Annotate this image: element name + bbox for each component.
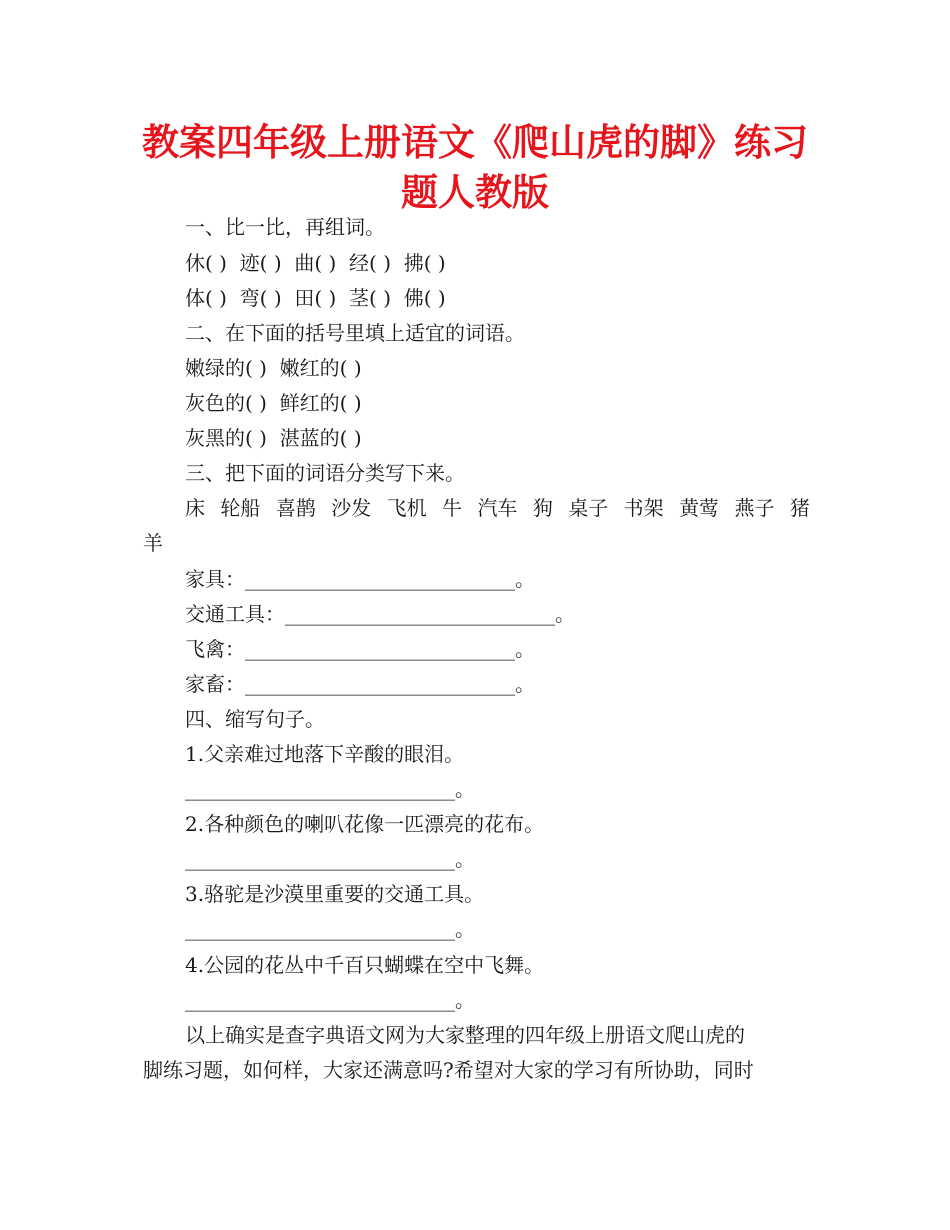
section2-row-1: 嫩绿的( ) 嫩红的( ) (185, 356, 362, 380)
word-item: 床 (185, 496, 205, 520)
section3-heading: 三、把下面的词语分类写下来。 (185, 461, 465, 485)
section1-row-2: 体( ) 弯( ) 田( ) 茎( ) 佛( ) (185, 286, 446, 310)
word-item: 狗 (532, 496, 553, 520)
sentence-4: 4.公园的花丛中千百只蝴蝶在空中飞舞。 (185, 953, 545, 977)
answer-line-3: ___________________________。 (185, 917, 475, 941)
answer-line-4: ___________________________。 (185, 988, 475, 1012)
word-item: 喜鹊 (275, 496, 316, 520)
section2-row-3: 灰黑的( ) 湛蓝的( ) (185, 426, 362, 450)
word-item: 飞机 (386, 496, 427, 520)
section2-heading: 二、在下面的括号里填上适宜的词语。 (185, 321, 525, 345)
answer-line-1: ___________________________。 (185, 777, 475, 801)
category-livestock: 家畜：___________________________。 (185, 672, 535, 696)
word-item: 轮船 (220, 496, 261, 520)
word-item: 燕子 (734, 496, 775, 520)
sentence-2: 2.各种颜色的喇叭花像一匹漂亮的花布。 (185, 812, 545, 836)
word-item: 黄莺 (679, 496, 720, 520)
title-line-1: 教案四年级上册语文《爬山虎的脚》练习 (142, 121, 808, 164)
word-list-continuation: 羊 (143, 531, 163, 555)
document-title (110, 118, 840, 218)
word-item: 书架 (623, 496, 664, 520)
section4-heading: 四、缩写句子。 (185, 707, 325, 731)
word-item: 汽车 (477, 496, 518, 520)
title-line-2: 题人教版 (401, 171, 549, 214)
sentence-1: 1.父亲难过地落下辛酸的眼泪。 (185, 742, 465, 766)
closing-paragraph-line-1: 以上确实是查字典语文网为大家整理的四年级上册语文爬山虎的 (185, 1023, 745, 1047)
category-furniture: 家具：___________________________。 (185, 567, 535, 591)
word-list (185, 493, 810, 523)
section1-row-1: 休( ) 迹( ) 曲( ) 经( ) 拂( ) (185, 251, 446, 275)
closing-paragraph-line-2: 脚练习题，如何样，大家还满意吗?希望对大家的学习有所协助，同时 (143, 1058, 754, 1082)
section2-row-2: 灰色的( ) 鲜红的( ) (185, 391, 362, 415)
section1-heading: 一、比一比，再组词。 (185, 215, 385, 239)
word-item: 牛 (442, 496, 463, 520)
word-item: 猪 (789, 496, 810, 520)
category-birds: 飞禽：___________________________。 (185, 637, 535, 661)
word-item: 沙发 (331, 496, 372, 520)
answer-line-2: ___________________________。 (185, 847, 475, 871)
category-transport: 交通工具：___________________________。 (185, 602, 575, 626)
sentence-3: 3.骆驼是沙漠里重要的交通工具。 (185, 882, 485, 906)
word-item: 桌子 (568, 496, 609, 520)
